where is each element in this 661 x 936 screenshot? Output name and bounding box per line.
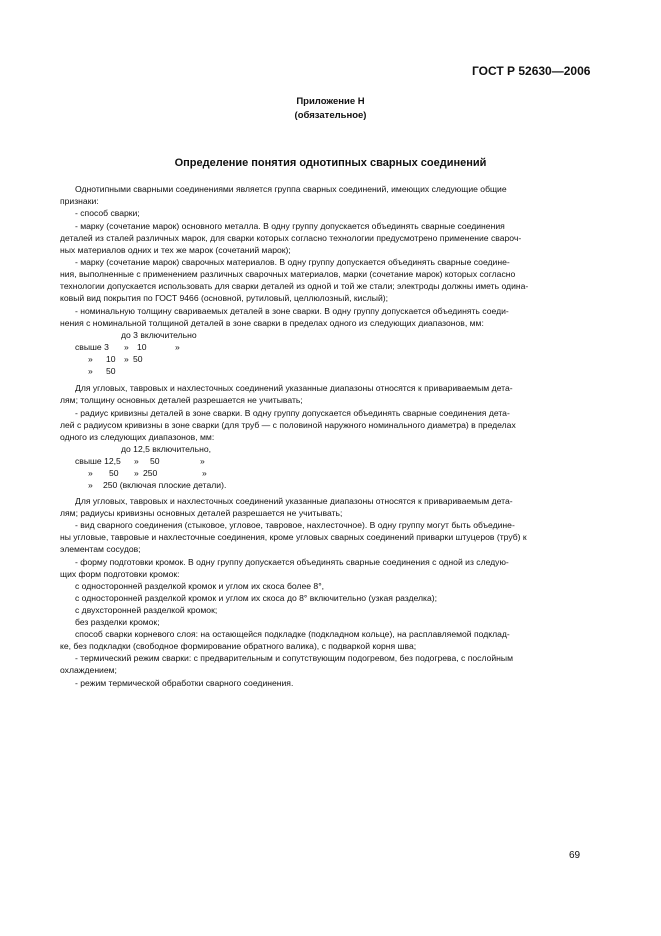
range-line: до 12,5 включительно, — [121, 444, 212, 454]
ditto-mark: » — [200, 456, 205, 466]
ditto-mark: » — [124, 342, 129, 352]
range-value: 50 — [150, 456, 160, 466]
range-value: 250 — [143, 468, 158, 478]
text-line: Для угловых, тавровых и нахлесточных соединений указанные диапазоны относятся к привариваемым дета- — [75, 496, 513, 506]
text-line: лям; радиусы кривизны основных деталей разрешается не учитывать; — [60, 508, 343, 518]
ditto-mark: » — [134, 456, 139, 466]
text-line: лей с радиусом кривизны в зоне сварки (для труб — с половиной наружного номинального диаметра) в пределах — [60, 420, 516, 430]
page-number: 69 — [569, 850, 581, 861]
list-item: - режим термической обработки сварного соединения. — [75, 678, 294, 688]
section-title: Определение понятия однотипных сварных соединений — [174, 157, 487, 169]
range-value: 50 — [106, 366, 116, 376]
range-label: свыше 3 — [75, 342, 109, 352]
appendix-label: Приложение Н — [296, 96, 365, 107]
appendix-heading — [0, 95, 661, 123]
text-line: ке, без подкладки (свободное формирование обратного валика), с подваркой корня шва; — [60, 641, 417, 651]
range-value: 50 — [109, 468, 119, 478]
range-line: до 3 включительно — [121, 330, 197, 340]
list-item: - способ сварки; — [75, 208, 140, 218]
list-item: - вид сварного соединения (стыковое, угловое, тавровое, нахлесточное). В одну группу могут быть объедине- — [75, 520, 515, 530]
text-line: ны угловые, тавровые и нахлесточные соединения, кроме угловых сварных соединений приварки штуцеров (труб) к — [60, 532, 527, 542]
text-line: Однотипными сварными соединениями является группа сварных соединений, имеющих следующие общие — [75, 184, 507, 194]
text-line: ковый вид покрытия по ГОСТ 9466 (основной, рутиловый, целлюлозный, кислый); — [60, 293, 388, 303]
list-item: - марку (сочетание марок) основного металла. В одну группу допускается объединять сварные соединения — [75, 221, 505, 231]
list-item: - форму подготовки кромок. В одну группу допускается объединять сварные соединения с одной из следую- — [75, 557, 509, 567]
text-line: нения с номинальной толщиной деталей в зоне сварки в пределах одного из следующих диапазонов, мм: — [60, 318, 484, 328]
text-line: щих форм подготовки кромок: — [60, 569, 180, 579]
text-line: Для угловых, тавровых и нахлесточных соединений указанные диапазоны относятся к привариваемым дета- — [75, 383, 513, 393]
ditto-mark: » — [134, 468, 139, 478]
ditto-mark: » — [88, 354, 93, 364]
text-line: технологии допускается использовать для сварки деталей из одной и той же стали; электроды должны иметь одина- — [60, 281, 529, 291]
list-item: - термический режим сварки: с предварительным и сопутствующим подогревом, без подогрева, с послойным — [75, 653, 513, 663]
ditto-mark: » — [88, 468, 93, 478]
list-item: - номинальную толщину свариваемых деталей в зоне сварки. В одну группу допускается объединять соеди- — [75, 306, 509, 316]
ditto-mark: » — [124, 354, 129, 364]
text-line: деталей из сталей различных марок, для сварки которых согласно технологии предусмотрено применение свароч- — [60, 233, 522, 243]
list-item: - марку (сочетание марок) сварочных материалов. В одну группу допускается объединять сварные соедине- — [75, 257, 510, 267]
text-line: охлаждением; — [60, 665, 117, 675]
document-code: ГОСТ Р 52630—2006 — [472, 64, 591, 78]
text-line: лям; толщину основных деталей разрешается не учитывать; — [60, 395, 303, 405]
list-item: - радиус кривизны деталей в зоне сварки. В одну группу допускается объединять сварные соединения дета- — [75, 408, 510, 418]
ditto-mark: » — [88, 366, 93, 376]
range-value: 10 — [106, 354, 116, 364]
range-value: 10 — [137, 342, 147, 352]
list-item: способ сварки корневого слоя: на остающейся подкладке (подкладном кольце), на расплавляемой подклад- — [75, 629, 510, 639]
text-line: ных материалов одних и тех же марок (сочетаний марок); — [60, 245, 291, 255]
text-line: признаки: — [60, 196, 99, 206]
list-item: без разделки кромок; — [75, 617, 160, 627]
text-line: элементам сосудов; — [60, 544, 141, 554]
list-item: с односторонней разделкой кромок и углом их скоса до 8° включительно (узкая разделка); — [75, 593, 438, 603]
appendix-status: (обязательное) — [294, 110, 367, 121]
range-label: свыше 12,5 — [75, 456, 121, 466]
text-line: одного из следующих диапазонов, мм: — [60, 432, 215, 442]
list-item: с односторонней разделкой кромок и углом их скоса более 8°, — [75, 581, 325, 591]
ditto-mark: » — [88, 480, 93, 490]
range-value: 50 — [133, 354, 143, 364]
list-item: с двухсторонней разделкой кромок; — [75, 605, 218, 615]
range-value: 250 (включая плоские детали). — [103, 480, 227, 490]
text-line: ния, выполненные с применением различных сварочных материалов, марки (сочетание марок) которых согласно — [60, 269, 516, 279]
ditto-mark: » — [175, 342, 180, 352]
ditto-mark: » — [202, 468, 207, 478]
